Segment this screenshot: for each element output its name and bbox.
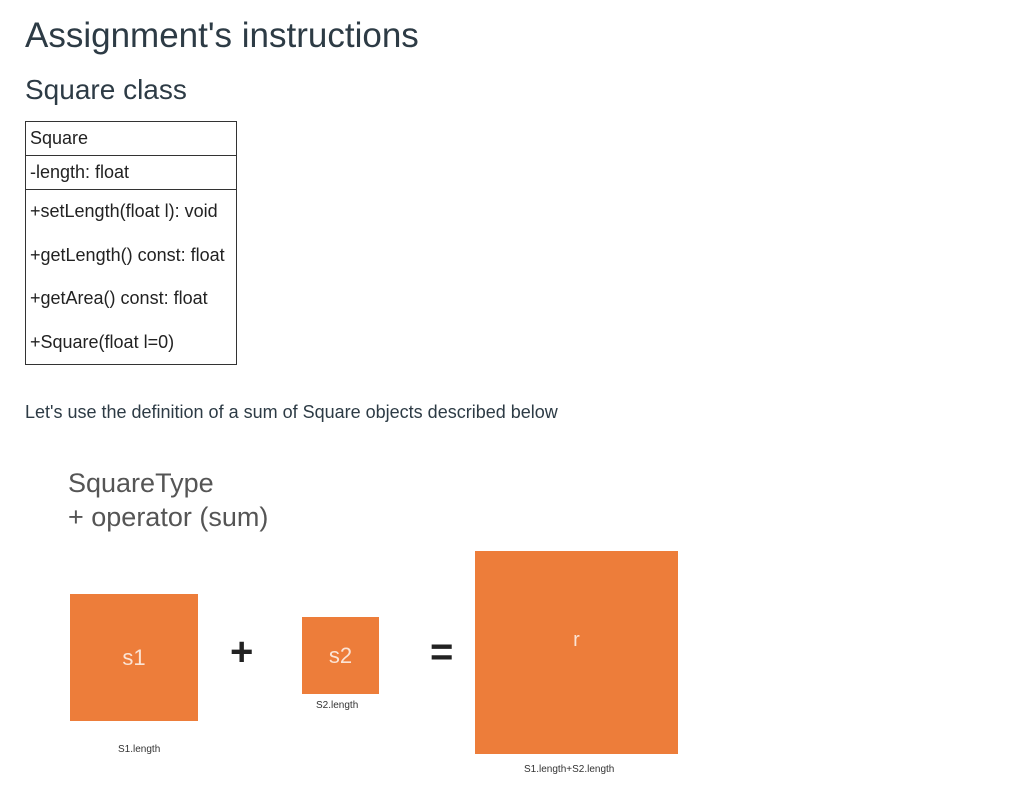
plus-operator: + (230, 630, 254, 674)
square-r-label: r (573, 629, 580, 651)
square-s1: s1 (70, 594, 198, 721)
description-paragraph: Let's use the definition of a sum of Square objects described below (25, 402, 558, 422)
s1-caption: S1.length (118, 744, 161, 755)
sum-diagram (66, 462, 686, 792)
r-caption: S1.length+S2.length (524, 764, 615, 775)
section-heading: Square class (25, 74, 187, 105)
diagram-title-line2: + operator (sum) (68, 502, 269, 532)
uml-method: +Square(float l=0) (30, 331, 175, 352)
uml-methods-cell (26, 190, 237, 365)
uml-class-table (25, 121, 237, 365)
uml-method: +setLength(float l): void (30, 201, 218, 221)
page-title: Assignment's instructions (25, 16, 419, 55)
uml-method: +getLength() const: float (30, 244, 225, 265)
uml-attribute: -length: float (26, 156, 237, 190)
equals-operator: = (430, 630, 454, 674)
square-s2: s2 (302, 617, 379, 694)
uml-method: +getArea() const: float (30, 288, 208, 308)
uml-class-name: Square (26, 122, 237, 156)
s2-caption: S2.length (316, 700, 359, 711)
diagram-title-line1: SquareType (68, 468, 214, 498)
square-r (475, 551, 678, 754)
diagram-title (68, 466, 268, 534)
